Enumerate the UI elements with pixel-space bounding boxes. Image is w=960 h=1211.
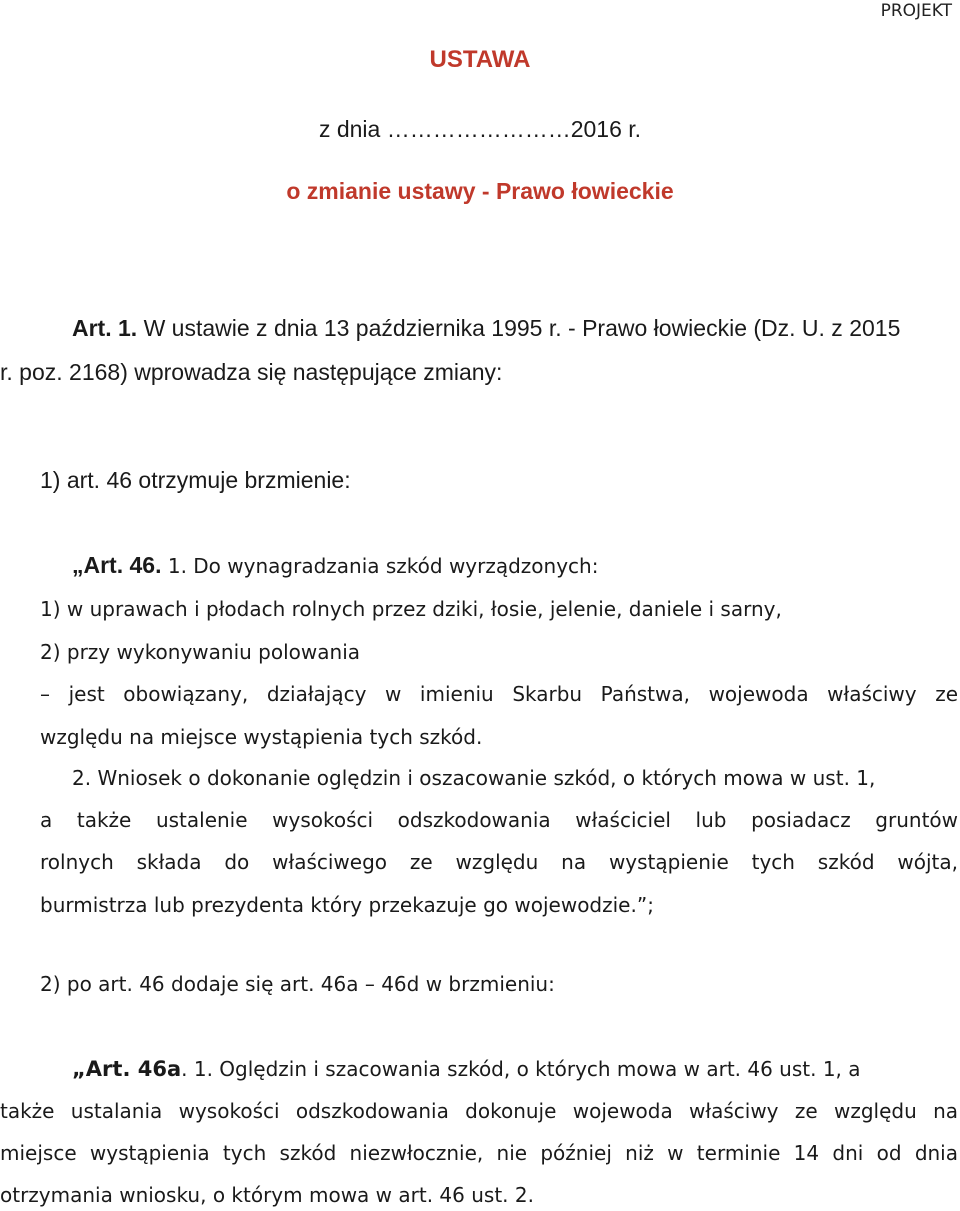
art46-ust2-line3: rolnych składa do właściwego ze względu na wystąpienie tych szkód wójta, (40, 850, 958, 874)
art46-item-1: 1) w uprawach i płodach rolnych przez dziki, łosie, jelenie, daniele i sarny, (40, 597, 782, 621)
draft-stamp: PROJEKT (880, 1, 952, 21)
art46-label: „Art. 46. (72, 552, 162, 578)
art46-dash-line1: – jest obowiązany, działający w imieniu Skarbu Państwa, wojewoda właściwy ze (40, 682, 958, 706)
art46a-text-line1: . 1. Oględzin i szacowania szkód, o których mowa w art. 46 ust. 1, a (181, 1057, 861, 1081)
art46a-line3: miejsce wystąpienia tych szkód niezwłocznie, nie później niż w terminie 14 dni od dnia (0, 1141, 958, 1165)
art46a-line1 (72, 1057, 861, 1081)
art46-heading (72, 552, 598, 579)
art46-ust2-line2: a także ustalenie wysokości odszkodowania właściciel lub posiadacz gruntów (40, 808, 958, 832)
art46a-line2: także ustalania wysokości odszkodowania dokonuje wojewoda właściwy ze względu na (0, 1099, 958, 1123)
document-title: USTAWA (429, 46, 531, 73)
document-subject: o zmianie ustawy - Prawo łowieckie (286, 178, 674, 204)
art46-dash-line2: względu na miejsce wystąpienia tych szkód. (40, 725, 483, 749)
art46-ust2-line1: 2. Wniosek o dokonanie oględzin i oszacowanie szkód, o których mowa w ust. 1, (72, 766, 876, 790)
art1-line1 (72, 315, 900, 342)
art46-ust2-line4: burmistrza lub prezydenta który przekazuje go wojewodzie.”; (40, 893, 654, 917)
art46-item-2: 2) przy wykonywaniu polowania (40, 640, 361, 664)
art46a-line4: otrzymania wniosku, o którym mowa w art. 46 ust. 2. (0, 1183, 534, 1207)
art46a-label: „Art. 46a (72, 1057, 182, 1081)
art1-label: Art. 1. (72, 315, 138, 341)
point-2: 2) po art. 46 dodaje się art. 46a – 46d w brzmieniu: (40, 972, 555, 996)
point-1: 1) art. 46 otrzymuje brzmienie: (40, 467, 351, 493)
art1-line2: r. poz. 2168) wprowadza się następujące zmiany: (0, 359, 503, 385)
art46-intro: 1. Do wynagradzania szkód wyrządzonych: (161, 554, 599, 578)
date-line: z dnia ……………………2016 r. (318, 116, 642, 142)
art1-text-line1: W ustawie z dnia 13 października 1995 r. - Prawo łowieckie (Dz. U. z 2015 (137, 315, 901, 341)
